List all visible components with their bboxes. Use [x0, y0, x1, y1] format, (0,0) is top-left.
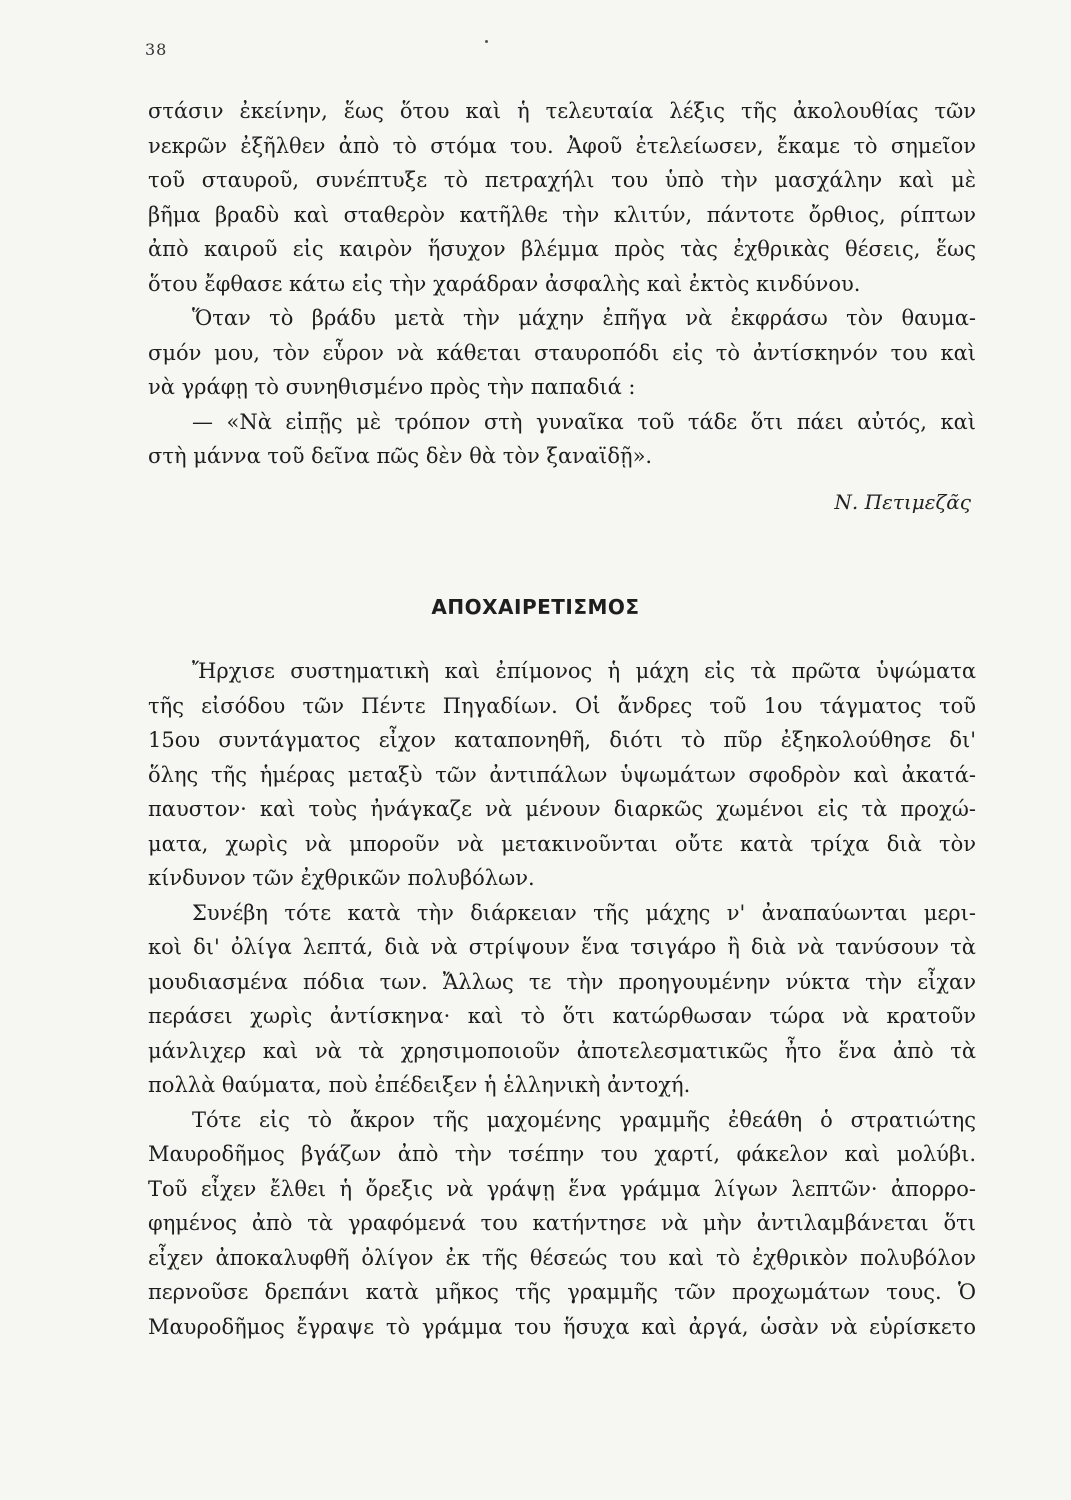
- text-line: κοὶ δι' ὀλίγα λεπτά, διὰ νὰ στρίψουν ἕνα τσιγάρο ἢ διὰ νὰ τανύσουν τὰ: [148, 935, 976, 959]
- text-line: βῆμα βραδὺ καὶ σταθερὸν κατῆλθε τὴν κλιτύν, πάντοτε ὄρθιος, ρίπτων: [148, 202, 976, 227]
- page-number: 38: [145, 40, 168, 59]
- text-line: μάνλιχερ καὶ νὰ τὰ χρησιμοποιοῦν ἀποτελεσματικῶς ἦτο ἕνα ἀπὸ τὰ: [148, 1038, 976, 1063]
- previous-article-text: [148, 94, 976, 474]
- text-line: ὅλης τῆς ἡμέρας μεταξὺ τῶν ἀντιπάλων ὑψωμάτων σφοδρὸν καὶ ἀκατά-: [148, 762, 976, 787]
- text-line: φημένος ἀπὸ τὰ γραφόμενά του κατήντησε νὰ μὴν ἀντιλαμβάνεται ὅτι: [148, 1211, 976, 1235]
- text-line: κίνδυνον τῶν ἐχθρικῶν πολυβόλων.: [148, 866, 535, 890]
- text-line: σμόν μου, τὸν εὗρον νὰ κάθεται σταυροπόδι εἰς τὸ ἀντίσκηνόν του καὶ: [148, 340, 976, 365]
- text-line: Μαυροδῆμος ἔγραψε τὸ γράμμα του ἥσυχα καὶ ἀργά, ὡσὰν νὰ εὑρίσκετο: [148, 1314, 976, 1339]
- text-line: ἀπὸ καιροῦ εἰς καιρὸν ἥσυχον βλέμμα πρὸς τὰς ἐχθρικὰς θέσεις, ἕως: [148, 237, 976, 261]
- text-line: Συνέβη τότε κατὰ τὴν διάρκειαν τῆς μάχης ν' ἀναπαύωνται μερι-: [192, 900, 976, 925]
- text-line: παυστον· καὶ τοὺς ἠνάγκαζε νὰ μένουν διαρκῶς χωμένοι εἰς τὰ προχώ-: [148, 797, 976, 821]
- text-line: — «Νὰ εἰπῇς μὲ τρόπον στὴ γυναῖκα τοῦ τάδε ὅτι πάει αὐτός, καὶ: [192, 409, 976, 434]
- text-line: στάσιν ἐκείνην, ἕως ὅτου καὶ ἡ τελευταία λέξις τῆς ἀκολουθίας τῶν: [148, 99, 976, 123]
- text-line: νεκρῶν ἐξῆλθεν ἀπὸ τὸ στόμα του. Ἀφοῦ ἐτελείωσεν, ἔκαμε τὸ σημεῖον: [148, 133, 976, 158]
- text-line: ὅτου ἔφθασε κάτω εἰς τὴν χαράδραν ἀσφαλὴς καὶ ἐκτὸς κινδύνου.: [148, 271, 861, 296]
- text-line: Τοῦ εἶχεν ἔλθει ἡ ὄρεξις νὰ γράψῃ ἕνα γράμμα λίγων λεπτῶν· ἀπορρο-: [148, 1176, 976, 1201]
- text-line: 15ου συντάγματος εἶχον καταπονηθῆ, διότι τὸ πῦρ ἐξηκολούθησε δι': [148, 728, 976, 752]
- article-title: ΑΠΟΧΑΙΡΕΤΙΣΜΟΣ: [431, 595, 640, 619]
- text-line: περάσει χωρὶς ἀντίσκηνα· καὶ τὸ ὅτι κατώρθωσαν τώρα νὰ κρατοῦν: [148, 1004, 976, 1028]
- text-line: Τότε εἰς τὸ ἄκρον τῆς μαχομένης γραμμῆς ἐθεάθη ὁ στρατιώτης: [192, 1107, 976, 1132]
- article-text: [148, 654, 976, 1344]
- text-line: περνοῦσε δρεπάνι κατὰ μῆκος τῆς γραμμῆς τῶν προχωμάτων τους. Ὁ: [148, 1280, 976, 1304]
- author-signature: Ν. Πετιμεζᾶς: [834, 490, 971, 514]
- text-line: πολλὰ θαύματα, ποὺ ἐπέδειξεν ἡ ἑλληνικὴ ἀντοχή.: [148, 1073, 691, 1097]
- text-line: Μαυροδῆμος βγάζων ἀπὸ τὴν τσέπην του χαρτί, φάκελον καὶ μολύβι.: [148, 1142, 976, 1166]
- text-line: νὰ γράφῃ τὸ συνηθισμένο πρὸς τὴν παπαδιά :: [148, 375, 636, 399]
- text-line: εἶχεν ἀποκαλυφθῆ ὀλίγον ἐκ τῆς θέσεώς του καὶ τὸ ἐχθρικὸν πολυβόλον: [148, 1245, 976, 1270]
- text-line: τῆς εἰσόδου τῶν Πέντε Πηγαδίων. Οἱ ἄνδρες τοῦ 1ου τάγματος τοῦ: [148, 693, 976, 718]
- text-line: μουδιασμένα πόδια των. Ἄλλως τε τὴν προηγουμένην νύκτα τὴν εἶχαν: [148, 969, 976, 994]
- text-line: Ἤρχισε συστηματικὴ καὶ ἐπίμονος ἡ μάχη εἰς τὰ πρῶτα ὑψώματα: [192, 659, 976, 683]
- text-line: τοῦ σταυροῦ, συνέπτυξε τὸ πετραχήλι του ὑπὸ τὴν μασχάλην καὶ μὲ: [148, 168, 976, 192]
- text-line: ματα, χωρὶς νὰ μποροῦν νὰ μετακινοῦνται οὔτε κατὰ τρίχα διὰ τὸν: [148, 831, 976, 856]
- stray-dot-mark: [485, 40, 488, 43]
- text-line: Ὅταν τὸ βράδυ μετὰ τὴν μάχην ἐπῆγα νὰ ἐκφράσω τὸν θαυμα-: [192, 306, 976, 330]
- text-line: στὴ μάννα τοῦ δεῖνα πῶς δὲν θὰ τὸν ξαναϊδῇ».: [148, 444, 653, 468]
